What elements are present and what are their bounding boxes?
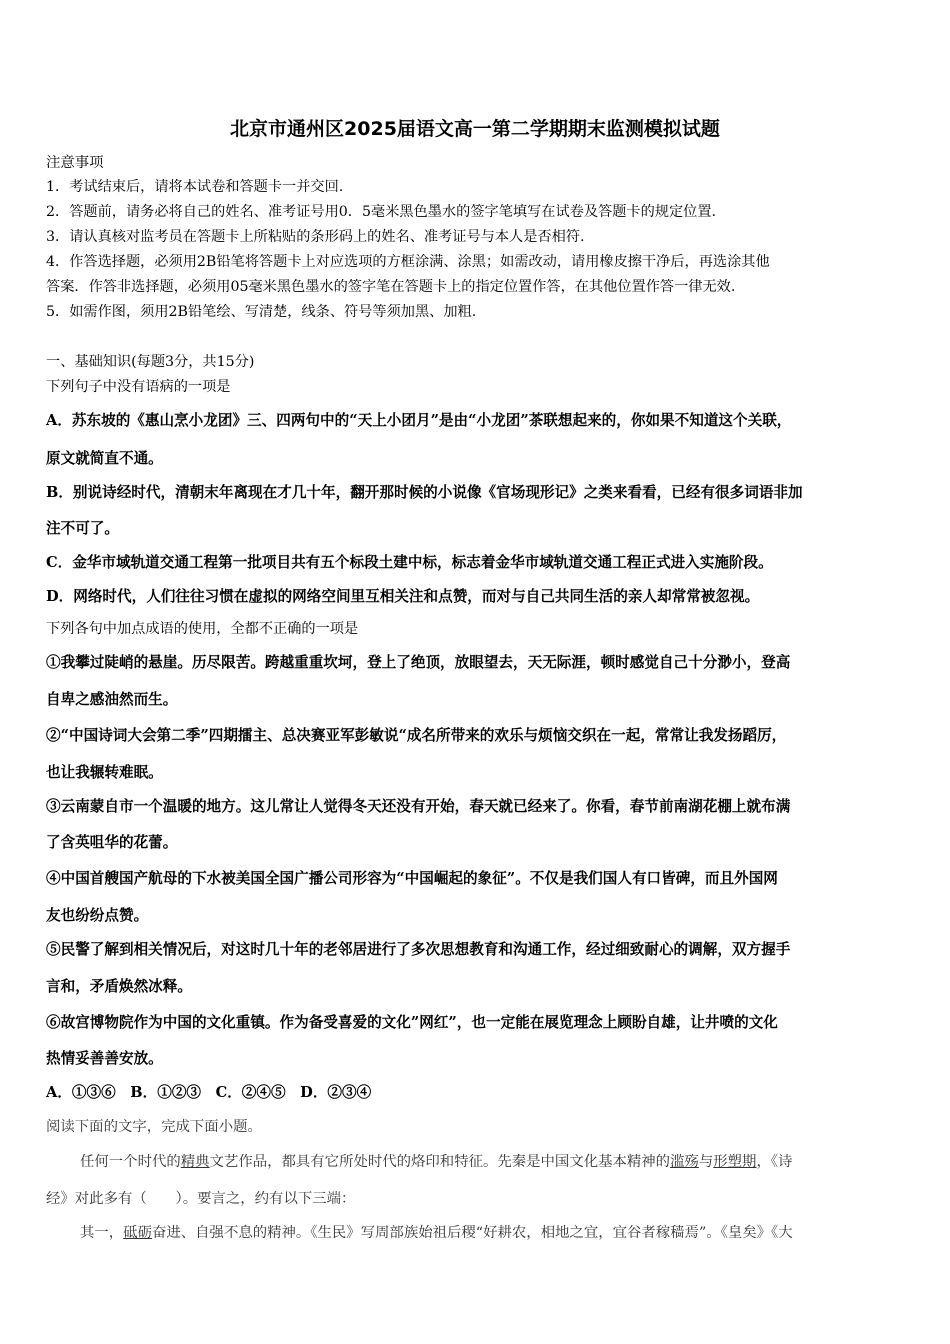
q2-sentence-1: ①我攀过陡峭的悬崖。历尽限苦。跨越重重坎坷，登上了绝顶，放眼望去，天无际涯，顿时感觉自己十分渺小，登高 [46,654,791,671]
q2-stem: 下列各句中加点成语的使用，全都不正确的一项是 [46,621,359,637]
q1-option-b-cont: 注不可了。 [46,520,119,537]
q1-option-d: D．网络时代，人们往往习惯在虚拟的网络空间里互相关注和点赞，而对与自己共同生活的亲人却常常被忽视。 [46,588,760,605]
q2-sentence-4: ④中国首艘国产航母的下水被美国全国广播公司形容为“中国崛起的象征”。不仅是我们国人有口皆碑，而且外国网 [46,870,778,887]
notice-item-2: 2．答题前，请务必将自己的姓名、准考证号用0．5毫米黑色墨水的签字笔填写在试卷及答题卡的规定位置. [46,204,717,220]
q1-option-b: B．别说诗经时代，清朝末年离现在才几十年，翻开那时候的小说像《官场现形记》之类来看看，已经有很多词语非加 [46,484,803,501]
q2-sentence-3: ③云南蒙自市一个温暖的地方。这儿常让人觉得冬天还没有开始，春天就已经来了。你看，春节前南湖花棚上就布满 [46,798,791,815]
q2-sentence-6-cont: 热情妥善善安放。 [46,1050,163,1067]
q2-sentence-2: ②“中国诗词大会第二季”四期擂主、总决赛亚军彭敏说“成名所带来的欢乐与烦恼交织在一起，常常让我发扬蹈厉， [46,727,787,744]
notice-heading: 注意事项 [46,155,104,171]
q1-option-a-cont: 原文就简直不通。 [46,450,163,467]
q2-options: A．①③⑥ B．①②③ C．②④⑤ D．②③④ [46,1084,372,1101]
notice-item-1: 1．考试结束后，请将本试卷和答题卡一并交回. [46,179,344,195]
q1-option-c: C．金华市域轨道交通工程第一批项目共有五个标段土建中标，标志着金华市域轨道交通工程正式进入实施阶段。 [46,554,773,571]
reading-para-2-text-b: 奋进、自强不息的精神。《生民》写周部族始祖后稷“好耕农，相地之宜，宜谷者稼穑焉”。《皇矣》《大 [151,1225,793,1241]
reading-para-2 [80,1221,793,1242]
q1-option-a: A．苏东坡的《惠山烹小龙团》三、四两句中的“天上小团月”是由“小龙团”茶联想起来的，你如果不知道这个关联， [46,412,792,429]
q2-sentence-3-cont: 了含英咀华的花蕾。 [46,834,178,851]
reading-underlined-word-3: 形塑期 [713,1154,757,1170]
reading-para-2-text-a: 其一， [80,1225,124,1241]
notice-item-4: 4．作答选择题，必须用2B铅笔将答题卡上对应选项的方框涂满、涂黑；如需改动，请用橡皮擦干净后，再选涂其他 [46,254,770,270]
reading-para-1-text-b: 文艺作品，都具有它所处时代的烙印和特征。先秦是中国文化基本精神的 [209,1154,671,1170]
exam-title: 北京市通州区2025届语文高一第二学期期末监测模拟试题 [230,118,720,140]
reading-para-1-text-c: 与 [698,1154,714,1170]
reading-underlined-word-4: 砥砺 [123,1225,152,1241]
notice-item-4-cont: 答案．作答非选择题，必须用05毫米黑色墨水的签字笔在答题卡上的指定位置作答，在其他位置作答一律无效. [46,279,736,295]
reading-underlined-word-2: 滥殇 [670,1154,699,1170]
reading-underlined-word-1: 精典 [180,1154,210,1170]
q2-sentence-5: ⑤民警了解到相关情况后，对这时几十年的老邻居进行了多次思想教育和沟通工作，经过细致耐心的调解，双方握手 [46,941,791,958]
q2-sentence-1-cont: 自卑之感油然而生。 [46,691,178,708]
q2-sentence-6: ⑥故宫博物院作为中国的文化重镇。作为备受喜爱的文化”网红”，也一定能在展览理念上顾盼自雄，让井喷的文化 [46,1014,778,1031]
notice-item-5: 5．如需作图，须用2B铅笔绘、写清楚，线条、符号等须加黑、加粗. [46,304,477,320]
reading-para-1-text-d: ，《诗 [756,1154,793,1170]
reading-para-1 [80,1150,792,1171]
reading-instruction: 阅读下面的文字，完成下面小题。 [46,1119,262,1135]
section-heading: 一、基础知识(每题3分，共15分) [46,354,255,370]
notice-item-3: 3．请认真核对监考员在答题卡上所粘贴的条形码上的姓名、准考证号与本人是否相符. [46,229,585,245]
q2-sentence-2-cont: 也让我辗转难眠。 [46,764,163,781]
reading-para-1-text-a: 任何一个时代的 [80,1154,181,1170]
q2-sentence-5-cont: 言和，矛盾焕然冰释。 [46,978,192,995]
q2-sentence-4-cont: 友也纷纷点赞。 [46,907,149,924]
q1-stem: 下列句子中没有语病的一项是 [46,379,231,395]
reading-para-1-cont: 经》对此多有（ ）。要言之，约有以下三端： [46,1191,356,1207]
